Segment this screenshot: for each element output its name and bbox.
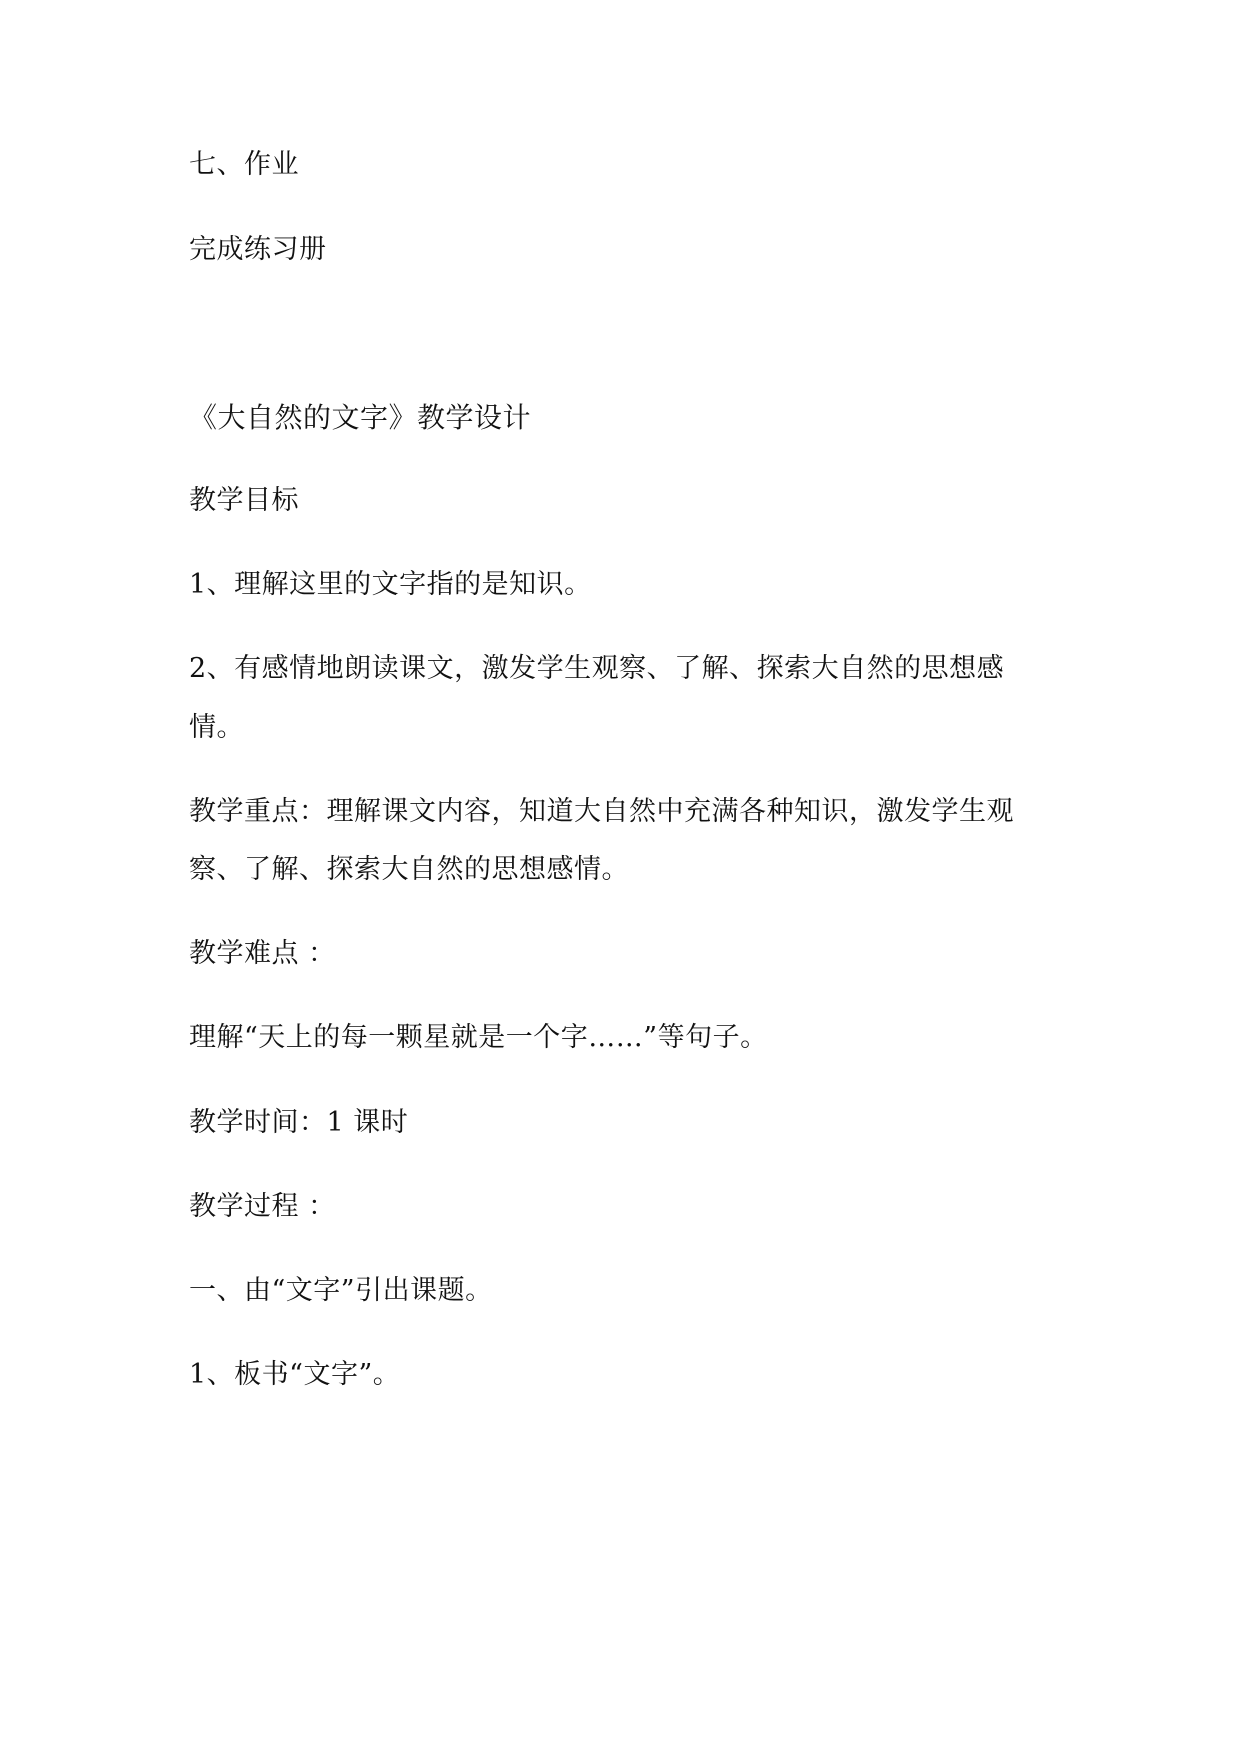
objective-2-line-2: 情。 [189,712,244,743]
difficulty-heading: 教学难点 ： [189,938,336,969]
process-heading: 教学过程 ： [189,1191,336,1222]
homework-heading: 七、作业 [189,149,299,180]
objective-2-line-1: 2、有感情地朗读课文，激发学生观察、了解、探索大自然的思想感 [189,653,1005,684]
step-1-1: 1、板书“文字”。 [189,1359,401,1390]
objective-1: 1、理解这里的文字指的是知识。 [189,569,592,600]
key-point-line-2: 察、了解、探索大自然的思想感情。 [189,854,629,885]
document-title: 《大自然的文字》教学设计 [189,401,532,434]
difficulty-content: 理解“天上的每一颗星就是一个字……”等句子。 [189,1022,768,1053]
step-1: 一、由“文字”引出课题。 [189,1275,493,1306]
objectives-heading: 教学目标 [189,485,299,516]
teaching-time: 教学时间：1 课时 [189,1107,409,1138]
key-point-line-1: 教学重点：理解课文内容，知道大自然中充满各种知识，激发学生观 [189,796,1014,827]
homework-content: 完成练习册 [189,234,327,265]
